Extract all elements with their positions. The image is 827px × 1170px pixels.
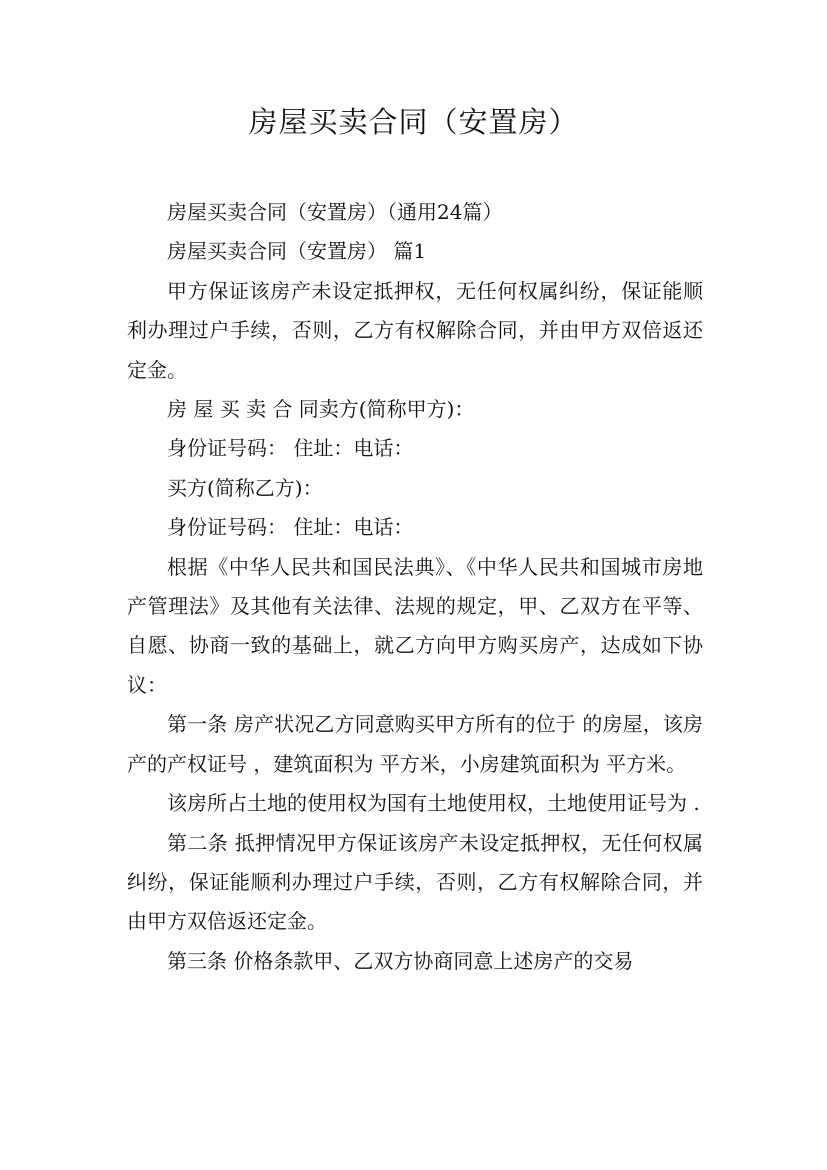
buyer-id-line: 身份证号码： 住址：电话：	[167, 515, 414, 540]
article-2: 第二条 抵押情况甲方保证该房产未设定抵押权，无任何权属纠纷，保证能顺利办理过户手续，否则，乙方有权解除合同，并由甲方双倍返还定金。	[127, 830, 703, 934]
paragraph: 根据《中华人民共和国民法典》、《中华人民共和国城市房地产管理法》及其他有关法律、法规的规定，甲、乙双方在平等、自愿、协商一致的基础上，就乙方向甲方购买房产，达成如下协议：	[127, 554, 703, 697]
paragraph: 甲方保证该房产未设定抵押权，无任何权属纠纷，保证能顺利办理过户手续，否则，乙方有权解除合同，并由甲方双倍返还定金。	[127, 278, 703, 382]
document-title: 房屋买卖合同（安置房）	[248, 105, 579, 139]
document-body	[127, 193, 703, 981]
seller-line: 房 屋 买 卖 合 同卖方(简称甲方)：	[167, 397, 475, 422]
section-heading: 房屋买卖合同（安置房） 篇1	[167, 239, 427, 264]
paragraph: 该房所占土地的使用权为国有土地使用权，土地使用证号为 .	[167, 791, 700, 816]
article-1: 第一条 房产状况乙方同意购买甲方所有的位于 的房屋，该房产的产权证号 ，建筑面积为 平方米，小房建筑面积为 平方米。	[127, 712, 703, 776]
doc-subtitle: 房屋买卖合同（安置房）（通用24篇）	[167, 200, 503, 224]
buyer-line: 买方(简称乙方)：	[167, 475, 323, 500]
seller-id-line: 身份证号码： 住址：电话：	[167, 436, 414, 461]
article-3: 第三条 价格条款甲、乙双方协商同意上述房产的交易	[167, 948, 634, 973]
